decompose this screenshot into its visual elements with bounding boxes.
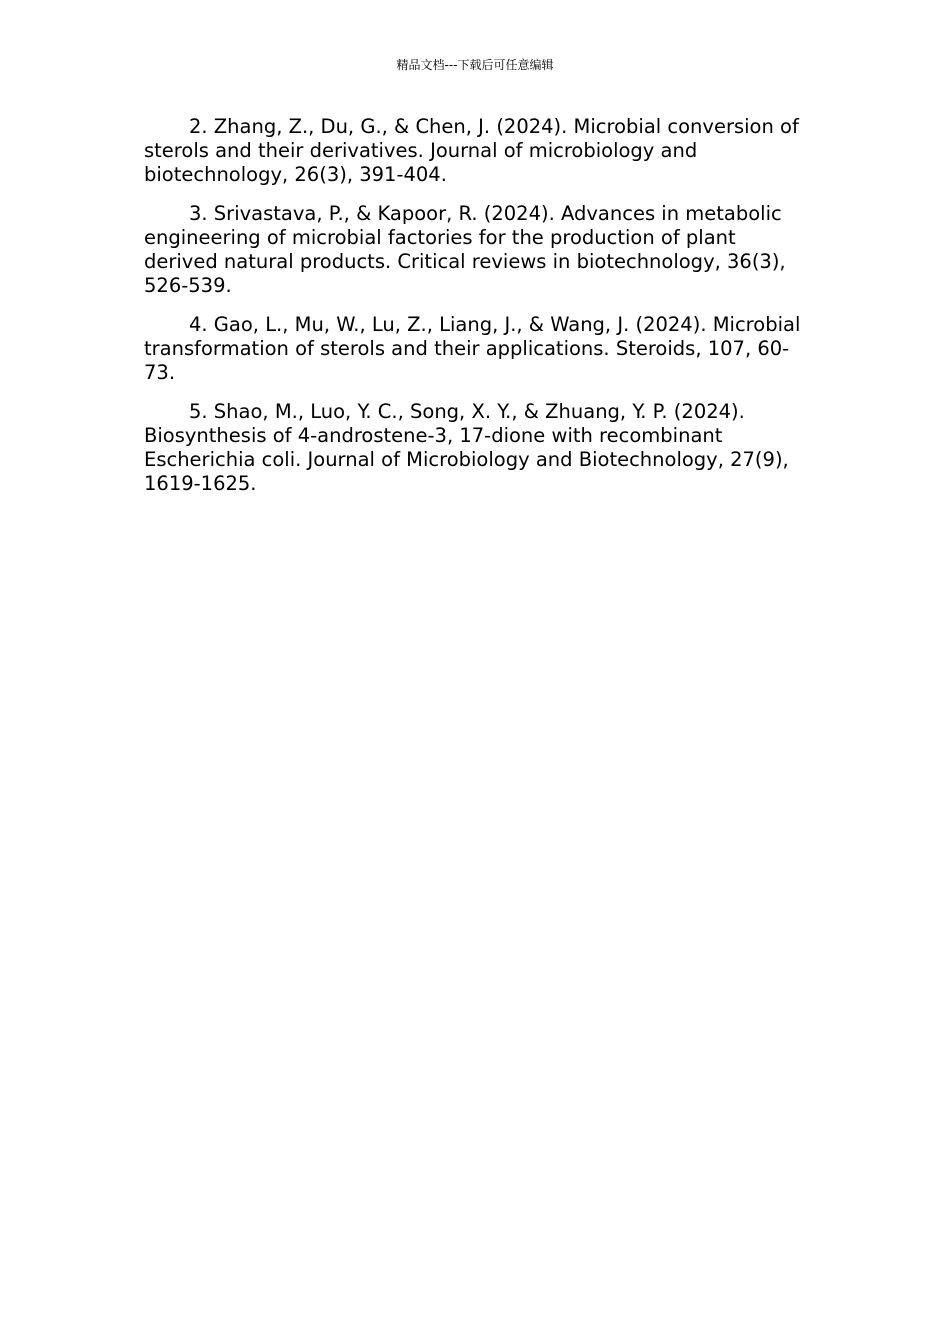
- reference-item-3: 3. Srivastava, P., & Kapoor, R. (2024). Advances in metabolic engineering of microbial factories for the production of plant derived natural products. Critical reviews in biotechnology, 36(3), 526-539.: [144, 202, 786, 297]
- reference-item-5: 5. Shao, M., Luo, Y. C., Song, X. Y., & Zhuang, Y. P. (2024). Biosynthesis of 4-androstene-3, 17-dione with recombinant Escherichia coli. Journal of Microbiology and Biotechnology, 27(9), 1619-1625.: [144, 400, 789, 495]
- reference-item-4: 4. Gao, L., Mu, W., Lu, Z., Liang, J., & Wang, J. (2024). Microbial transformation of sterols and their applications. Steroids, 107, 60-73.: [144, 313, 801, 384]
- reference-item-2: 2. Zhang, Z., Du, G., & Chen, J. (2024). Microbial conversion of sterols and their derivatives. Journal of microbiology and biotechnology, 26(3), 391-404.: [144, 115, 799, 186]
- page-header: 精品文档---下载后可任意编辑: [396, 58, 554, 72]
- reference-list: [144, 115, 804, 511]
